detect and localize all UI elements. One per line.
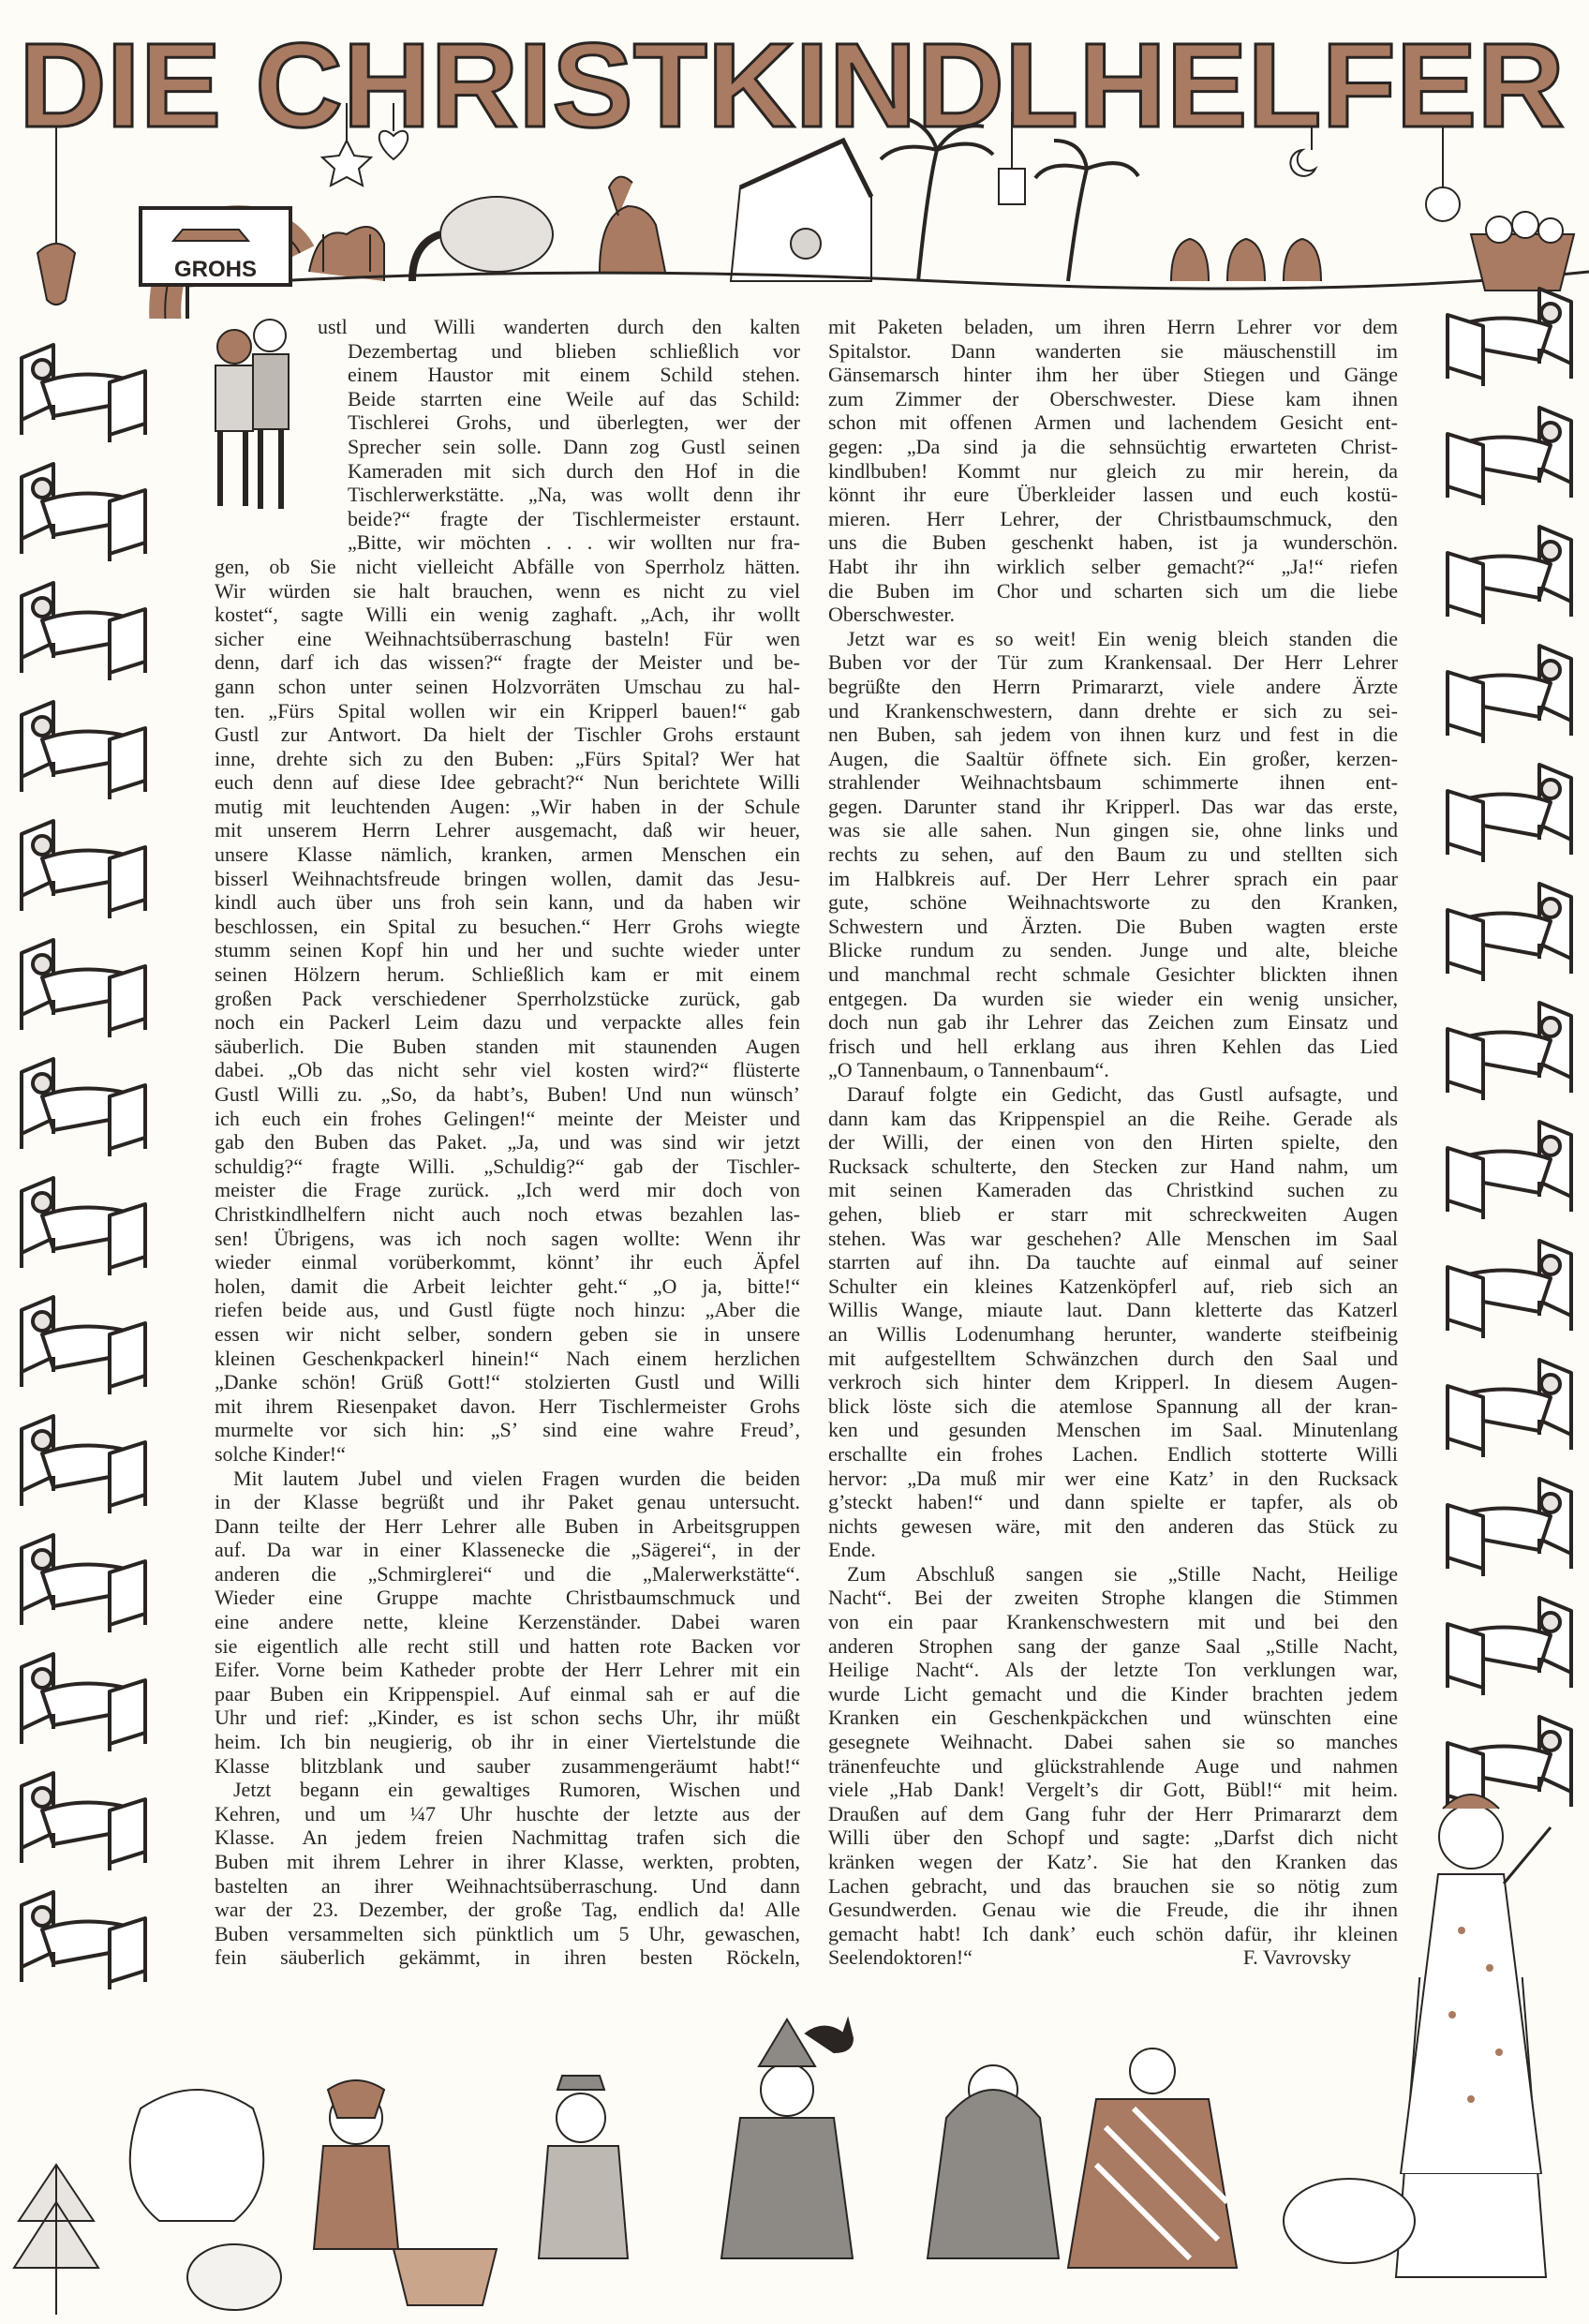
text-line: schon mit offenen Armen und lachendem Gesicht ent-: [828, 410, 1398, 435]
text-line: wieder einmal vorüberkommt, könnt’ ihr euch Äpfel: [215, 1250, 800, 1274]
text-line: inne, drehte sich zu den Buben: „Fürs Spital? Wer hat: [215, 746, 800, 770]
text-line: Eifer. Vorne beim Katheder probte der Herr Lehrer mit ein: [215, 1658, 800, 1682]
text-line: eine andere nette, kleine Kerzenständer. Dabei waren: [215, 1610, 800, 1634]
text-line: erschallte ein frohes Lachen. Endlich stotterte Willi: [828, 1441, 1398, 1466]
text-line: starrten auf ihn. Da tauchte auf einmal auf seiner: [828, 1250, 1398, 1274]
author-name: F. Vavrovsky: [1242, 1945, 1351, 1970]
text-line: kleinen Geschenkpackerl hinein!“ Nach einem herzlichen: [215, 1346, 800, 1370]
text-line: stumm seinen Kopf hin und her und suchte wieder unter: [215, 938, 800, 962]
text-line: Schulter ein kleines Katzenköpferl auf, rieb sich an: [828, 1274, 1398, 1298]
text-line: wurde Licht gemacht und die Kinder brachten jedem: [828, 1681, 1398, 1706]
text-line: [828, 1945, 1398, 1970]
text-line: Buben mit ihrem Lehrer in ihrer Klasse, werkten, probten,: [215, 1850, 800, 1873]
text-line: frisch und hell erklang aus ihren Kehlen das Lied: [828, 1034, 1398, 1058]
text-line: uns die Buben geschenkt haben, ist ja wunderschön.: [828, 530, 1398, 555]
text-line: auf. Da war in einer Klassenecke die „Sägerei“, in der: [215, 1538, 800, 1562]
text-line: hervor: „Da muß mir wer eine Katz’ in den Rucksack: [828, 1466, 1398, 1490]
text-line: gesegnete Weihnacht. Dabei sahen sie so manches: [828, 1730, 1398, 1754]
bed-icon: [1424, 995, 1588, 1100]
text-line: beschlossen, ein Spital zu besuchen.“ Herr Grohs wiegte: [215, 914, 800, 938]
text-line: begrüßte den Herrn Primararzt, viele andere Ärzte: [828, 674, 1398, 698]
text-line: Rucksack schulterte, den Stecken zur Hand nahm, um: [828, 1154, 1398, 1178]
christmas-tree: [14, 2165, 98, 2315]
text-line: kindl auch über uns froh sein kann, und da haben wir: [215, 890, 800, 915]
text-line: Zum Abschluß sangen sie „Stille Nacht, Heilige: [847, 1561, 1398, 1586]
bed-icon: [5, 1527, 169, 1632]
bed-icon: [1424, 876, 1588, 981]
text-line: Willis Wange, miaute laut. Dann kletterte das Katzerl: [828, 1298, 1398, 1322]
text-line: tränenfeuchte und glückstrahlende Auge und nahmen: [828, 1753, 1398, 1778]
bed-icon: [1424, 400, 1588, 505]
text-line: Christkindlhelfern nicht auch noch etwas bezahlen las-: [215, 1201, 800, 1226]
bed-icon: [5, 1885, 169, 1989]
ground-line: [187, 272, 1589, 289]
text-line: kränken wegen der Katz’. Sie hat den Kranken das: [828, 1850, 1398, 1873]
text-line: unsere Klasse nämlich, kranken, armen Menschen ein: [215, 842, 800, 867]
header-illustration: [0, 0, 1589, 319]
moon-icon: [1290, 150, 1315, 176]
child-figure-3: [721, 2019, 853, 2258]
text-line: dabei. „Ob das nicht sehr viel kosten wird?“ flüsterte: [215, 1058, 800, 1082]
text-line: bastelten an ihrer Weihnachtsüberraschung. Und dann: [215, 1873, 800, 1898]
text-line: blick löste sich die atemlose Spannung all der kran-: [828, 1393, 1398, 1418]
bed-icon: [1424, 1114, 1588, 1219]
text-line: kindlbuben! Kommt nur gleich zu mir herein, da: [828, 458, 1398, 483]
text-line: meister die Frage zurück. „Ich werd mir doch von: [215, 1178, 800, 1202]
plane-tool-icon: [173, 230, 248, 241]
text-line: mit aufgestelltem Schwänzchen durch den Saal und: [828, 1346, 1398, 1370]
text-line: in der Klasse begrüßt und ihr Paket genau untersucht.: [215, 1490, 800, 1514]
text-line: seinen Hölzern herum. Schließlich kam er mit einem: [215, 962, 800, 987]
text-line: Buben vor der Tür zum Krankensaal. Der Herr Lehrer: [828, 650, 1398, 675]
text-line: Wir würden sie halt brauchen, wenn es nicht zu viel: [215, 578, 800, 603]
text-line: großen Pack verschiedener Sperrholzstücke zurück, gab: [215, 986, 800, 1010]
text-line: und manchmal recht schmale Gesichter blickten ihnen: [828, 962, 1398, 987]
text-line: Beide starrten eine Weile auf das Schild:: [348, 386, 800, 410]
text-line: Willi über den Schopf und sagte: „Darfst dich nicht: [828, 1825, 1398, 1850]
text-line: nen Buben, sah jedem von ihnen kurz und fest in die: [828, 723, 1398, 747]
text-line: sicher eine Weihnachtsüberraschung basteln! Für wen: [215, 626, 800, 650]
text-line: Mit lautem Jubel und vielen Fragen wurden die beiden: [233, 1466, 800, 1490]
text-line: Draußen auf dem Gang fuhr der Herr Primararzt dem: [828, 1801, 1398, 1825]
bed-icon: [1424, 638, 1588, 743]
bed-icon: [1424, 519, 1588, 624]
text-line: Buben versammelten sich pünktlich um 5 Uhr, gewaschen,: [215, 1921, 800, 1945]
text-line: gab den Buben das Paket. „Ja, und was sind wir jetzt: [215, 1130, 800, 1155]
text-line: säuberlich. Die Buben standen mit staunenden Augen: [215, 1034, 800, 1058]
child-figure-1: [314, 2080, 398, 2249]
text-line: schuldig?“ fragte Willi. „Schuldig?“ gab der Tischler-: [215, 1154, 800, 1178]
bed-icon: [5, 337, 169, 442]
text-line: gute, schöne Weihnachtsworte zu den Kranken,: [828, 890, 1398, 915]
text-line: „O Tannenbaum, o Tannenbaum“.: [828, 1058, 1109, 1082]
text-line: entgegen. Da wurden sie wieder ein wenig unsicher,: [828, 986, 1398, 1010]
text-line: gegen. Darunter stand ihr Kripperl. Das war das erste,: [828, 794, 1398, 818]
text-line: Spitalstor. Dann wanderten sie mäuschenstill im: [828, 338, 1398, 363]
text-line: Kehren, und um ¼7 Uhr huschte der letzte aus der: [215, 1801, 800, 1825]
text-line: gann schon unter seinen Holzvorräten Umschau zu hal-: [215, 674, 800, 698]
text-line: Sprecher sein solle. Dann zog Gustl seinen: [348, 434, 800, 458]
text-line: sen! Übrigens, was ich noch sagen wollte: Wenn ihr: [215, 1226, 800, 1250]
text-line: Nacht“. Bei der zweiten Strophe klangen die Stimmen: [828, 1586, 1398, 1610]
text-line: Gesundwerden. Genau wie die Freude, die ihr ihnen: [828, 1898, 1398, 1922]
bed-icon: [1424, 1471, 1588, 1576]
text-line: ich euch ein frohes Gelingen!“ meinte der Meister und: [215, 1106, 800, 1130]
text-line: anderen die „Schmirglerei“ und die „Malerwerkstätte“.: [215, 1561, 800, 1586]
text-line: ten. „Fürs Spital wollen wir ein Kripperl bauen!“ gab: [215, 698, 800, 723]
article-column-right: [828, 315, 1398, 1970]
text-line: viele „Hab Dank! Vergelt’s dir Gott, Bübl!“ mit heim.: [828, 1778, 1398, 1802]
text-line: Jetzt war es so weit! Ein wenig bleich standen die: [847, 626, 1398, 650]
bed-icon: [5, 1765, 169, 1870]
text-line: „Danke schön! Grüß Gott!“ stolzierten Gustl und Willi: [215, 1370, 800, 1394]
text-line: Tischlerei Grohs, und überlegten, wer der: [348, 410, 800, 435]
text-line: Tischlerwerkstätte. „Na, was wollt denn ihr: [348, 483, 800, 507]
text-line: mit unserem Herrn Lehrer ausgemacht, daß wir heuer,: [215, 818, 800, 842]
text-line: mit Paketen beladen, um ihren Herrn Lehrer vor dem: [828, 315, 1398, 338]
child-figure-5: [1068, 2048, 1237, 2268]
text-line: von ein paar Krankenschwestern mit und bei den: [828, 1610, 1398, 1634]
text-line: anderen Strophen sang der ganze Saal „Stille Nacht,: [828, 1633, 1398, 1658]
text-line: Wieder eine Gruppe machte Christbaumschmuck und: [215, 1586, 800, 1610]
text-line: denn, darf ich das wissen?“ fragte der Meister und be-: [215, 650, 800, 675]
text-line: Lachen gebracht, und das brauchen sie so nötig zum: [828, 1873, 1398, 1898]
text-line: essen wir nicht selber, sondern geben sie in unsere: [215, 1321, 800, 1346]
text-line: riefen beide aus, und Gustl fügte noch hinzu: „Aber die: [215, 1298, 800, 1322]
bed-icon: [5, 1289, 169, 1394]
text-line: nichts gewesen wäre, mit den anderen das Stück zu: [828, 1513, 1398, 1538]
bed-icon: [1424, 1233, 1588, 1338]
text-line: noch ein Packerl Leim dazu und verpackte alles fein: [215, 1010, 800, 1035]
bed-icon: [5, 1170, 169, 1275]
text-line-end: Seelendoktoren!“: [828, 1945, 973, 1970]
cat: [806, 2019, 853, 2052]
child-figure-4: [928, 2065, 1059, 2258]
text-line: beide?“ fragte der Tischlermeister erstaunt.: [348, 506, 800, 530]
text-line: rechts zu sehen, auf den Baum zu und stellten sich: [828, 842, 1398, 867]
text-line: solche Kinder!“: [215, 1441, 346, 1466]
sign-text: GROHS: [173, 257, 258, 282]
text-line: heim. Ich bin neugierig, ob ihr in einer Viertelstunde die: [215, 1730, 800, 1754]
text-line: dann kam das Krippenspiel an die Reihe. Gerade als: [828, 1106, 1398, 1130]
text-line: im Halbkreis auf. Der Herr Lehrer sprach ein paar: [828, 866, 1398, 890]
text-line: Heilige Nacht“. Als der letzte Ton verklungen war,: [828, 1658, 1398, 1682]
text-line: doch nun gab ihr Lehrer das Zeichen zum Einsatz und: [828, 1010, 1398, 1035]
text-line: verkroch sich hinter dem Kripperl. In diesem Augen-: [828, 1370, 1398, 1394]
text-line: Darauf folgte ein Gedicht, das Gustl aufsagte, und: [847, 1082, 1398, 1106]
text-line: Kranken ein Geschenkpäckchen und wünschten eine: [828, 1706, 1398, 1730]
text-line: mieren. Herr Lehrer, der Christbaumschmuck, den: [828, 506, 1398, 530]
text-line: könnt ihr eure Überkleider lassen und euch kostü-: [828, 483, 1398, 507]
page-title: DIE CHRISTKINDLHELFER: [19, 19, 1565, 153]
bed-icon: [1424, 1352, 1588, 1457]
text-line: ken und gesunden Menschen im Saal. Minutenlang: [828, 1418, 1398, 1442]
child-figure-2: [539, 2076, 628, 2258]
text-line: Uhr und rief: „Kinder, es ist schon sechs Uhr, ihr müßt: [215, 1706, 800, 1730]
text-line: Gustl Willi zu. „So, da habt’s, Buben! Und nun wünsch’: [215, 1082, 800, 1106]
text-line: der Willi, der einen von den Hirten spielte, den: [828, 1130, 1398, 1155]
text-line: kostet“, sagte Willi ein wenig zaghaft. „Ach, ihr wollt: [215, 603, 800, 627]
footer-illustration: [0, 1977, 1589, 2324]
bed-icon: [5, 456, 169, 561]
bed-icon: [1424, 281, 1588, 386]
sheep: [1284, 2179, 1415, 2263]
text-line: „Bitte, wir möchten . . . wir wollten nur fra-: [348, 530, 800, 555]
pretzel-icon: [1426, 187, 1460, 221]
text-line: war der 23. Dezember, der große Tag, endlich da! Alle: [215, 1898, 800, 1922]
article-column-left: [215, 315, 800, 1970]
basket: [394, 2249, 497, 2305]
angel-illustration: [1387, 1780, 1589, 2174]
bed-icon: [1424, 1590, 1588, 1695]
text-line: Klasse blitzblank und sauber zusammengeräumt habt!“: [215, 1753, 800, 1778]
bed-icon: [1424, 757, 1588, 862]
text-line: bisserl Weihnachtsfreude bringen wollen, damit das Jesu-: [215, 866, 800, 890]
text-line: gehen, blieb er starr mit schreckweiten Augen: [828, 1201, 1398, 1226]
text-line: gemacht habt! Ich dank’ euch schön dafür, ihr kleinen: [828, 1921, 1398, 1945]
text-line: mit ihrem Riesenpaket davon. Herr Tischlermeister Grohs: [215, 1393, 800, 1418]
bed-icon: [5, 813, 169, 918]
text-line: Dezembertag und blieben schließlich vor: [348, 338, 800, 363]
text-line: Schwestern und Ärzten. Die Buben wagten erste: [828, 914, 1398, 938]
net-bag-icon: [37, 244, 75, 305]
text-line: ustl und Willi wanderten durch den kalten: [318, 315, 800, 338]
lantern-icon: [999, 169, 1025, 204]
text-line: stehen. Was war geschehen? Alle Menschen im Saal: [828, 1226, 1398, 1250]
bed-icon: [5, 932, 169, 1037]
basket-icon: [1471, 212, 1574, 290]
text-line: und Krankenschwestern, dann drehte er sich zu sei-: [828, 698, 1398, 723]
text-line: zum Zimmer der Oberschwester. Diese kam ihnen: [828, 386, 1398, 410]
bed-icon: [5, 1051, 169, 1156]
text-line: euch denn auf diese Idee gebracht?“ Nun berichtete Willi: [215, 770, 800, 795]
text-line: mit seinen Kameraden das Christkind suchen zu: [828, 1178, 1398, 1202]
text-line: Augen, die Saaltür öffnete sich. Ein großer, kerzen-: [828, 746, 1398, 770]
text-line: Blicke rundum zu senden. Junge und alte, bleiche: [828, 938, 1398, 962]
bed-icon: [5, 694, 169, 799]
text-line: Gänsemarsch hinter ihm her über Stiegen und Gänge: [828, 363, 1398, 387]
sack: [130, 2090, 264, 2221]
text-line: paar Buben ein Krippenspiel. Auf einmal sah er auf die: [215, 1681, 800, 1706]
bed-icon: [5, 1408, 169, 1513]
text-line: holen, damit die Arbeit leichter geht.“ „O ja, bitte!“: [215, 1274, 800, 1298]
text-line: an Willis Lodenumhang herunter, wanderte steifbeinig: [828, 1321, 1398, 1346]
text-line: mutig mit leuchtenden Augen: „Wir haben in der Schule: [215, 794, 800, 818]
text-line: was sie alle sahen. Nun gingen sie, ohne links und: [828, 818, 1398, 842]
text-line: Dann teilte der Herr Lehrer alle Buben in Arbeitsgruppen: [215, 1513, 800, 1538]
text-line: Ende.: [828, 1538, 876, 1562]
bed-icon: [5, 1646, 169, 1751]
text-line: sie eigentlich alle recht still und hatten rote Backen vor: [215, 1633, 800, 1658]
text-line: strahlender Weihnachtsbaum schimmerte ihnen ent-: [828, 770, 1398, 795]
text-line: die Buben im Chor und scharten sich um die liebe: [828, 578, 1398, 603]
text-line: Jetzt begann ein gewaltiges Rumoren, Wischen und: [233, 1778, 800, 1802]
text-line: Kameraden mit sich durch den Hof in die: [348, 458, 800, 483]
text-line: Oberschwester.: [828, 603, 956, 627]
text-line: Klasse. An jedem freien Nachmittag trafen sich die: [215, 1825, 800, 1850]
text-line: murmelte vor sich hin: „S’ sind eine wahre Freud’,: [215, 1418, 800, 1442]
bed-icon: [5, 575, 169, 680]
text-line: gen, ob Sie nicht vielleicht Abfälle von Sperrholz hätten.: [215, 554, 800, 578]
text-line: Habt ihr ihn wirklich selber gemacht?“ „Ja!“ riefen: [828, 554, 1398, 578]
text-line: g’steckt haben!“ und dann spielte er tapfer, als ob: [828, 1490, 1398, 1514]
text-line: Gustl zur Antwort. Da hielt der Tischler Grohs erstaunt: [215, 723, 800, 747]
text-line: fein säuberlich gekämmt, in ihren besten Röckeln,: [215, 1945, 800, 1970]
text-line: einem Haustor mit einem Schild stehen.: [348, 363, 800, 387]
text-line: gegen: „Da sind ja die sehnsüchtig erwarteten Christ-: [828, 434, 1398, 458]
